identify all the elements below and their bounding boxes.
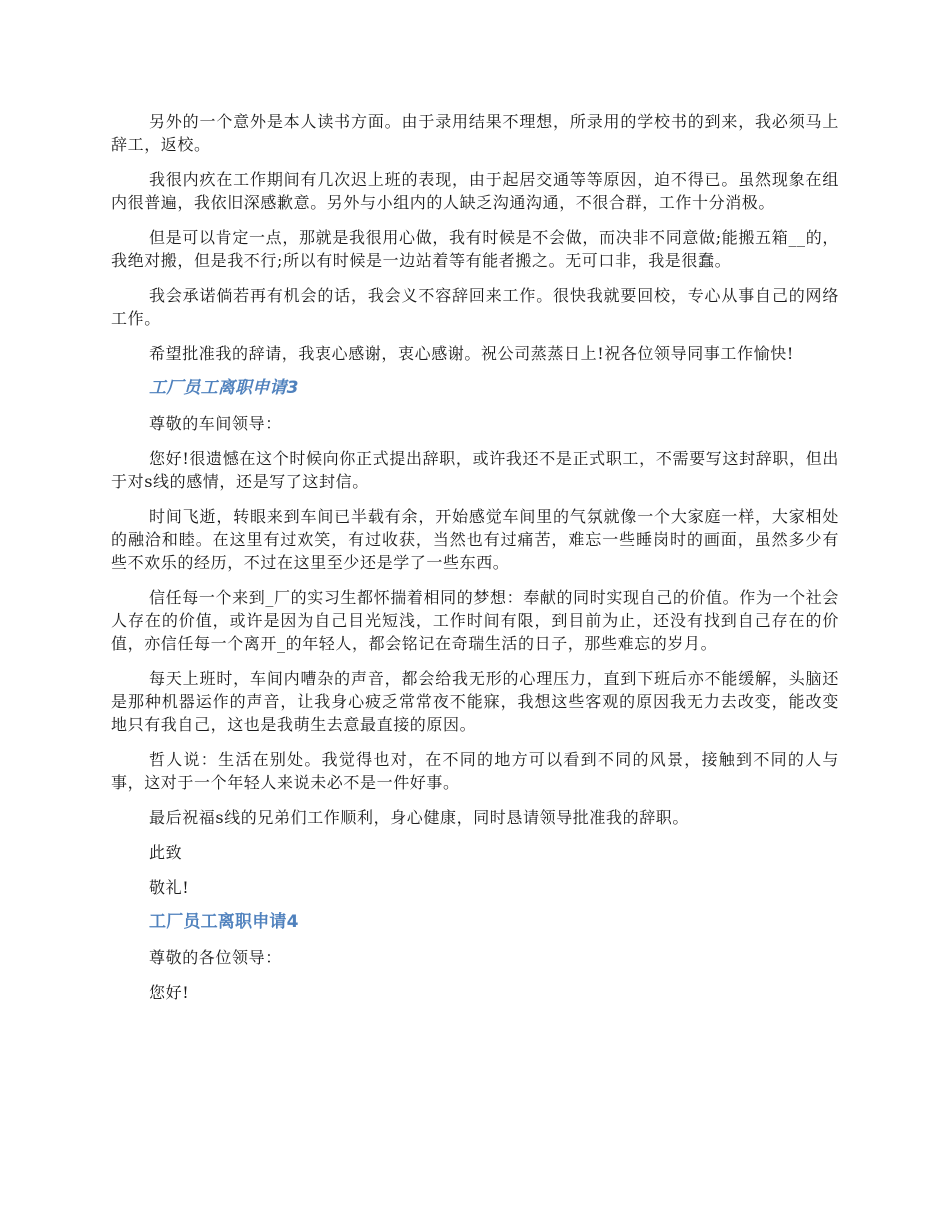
closing-line: 此致 bbox=[149, 843, 183, 862]
salutation: 尊敬的各位领导： bbox=[149, 948, 282, 967]
body-paragraph: 我会承诺倘若再有机会的话，我会义不容辞回来工作。很快我就要回校，专心从事自己的网络工作。 bbox=[111, 286, 839, 328]
greeting: 您好! bbox=[149, 983, 190, 1002]
section-heading-3: 工厂员工离职申请3 bbox=[149, 378, 299, 398]
section-heading-4: 工厂员工离职申请4 bbox=[149, 912, 299, 932]
closing-line: 敬礼! bbox=[149, 878, 190, 897]
salutation: 尊敬的车间领导： bbox=[149, 414, 282, 433]
body-paragraph: 每天上班时，车间内嘈杂的声音，都会给我无形的心理压力，直到下班后亦不能缓解，头脑还是那种机器运作的声音，让我身心疲乏常常夜不能寐，我想这些客观的原因我无力去改变，能改变地只有我自己，这也是我萌生去意最直接的原因。 bbox=[111, 669, 839, 734]
body-paragraph: 另外的一个意外是本人读书方面。由于录用结果不理想，所录用的学校书的到来，我必须马上辞工，返校。 bbox=[111, 112, 839, 154]
body-paragraph: 时间飞逝，转眼来到车间已半载有余，开始感觉车间里的气氛就像一个大家庭一样，大家相处的融洽和睦。在这里有过欢笑，有过收获，当然也有过痛苦，难忘一些睡岗时的画面，虽然多少有些不欢乐的经历，不过在这里至少还是学了一些东西。 bbox=[111, 507, 839, 572]
body-paragraph: 希望批准我的辞请，我衷心感谢，衷心感谢。祝公司蒸蒸日上!祝各位领导同事工作愉快! bbox=[149, 344, 794, 363]
body-paragraph: 但是可以肯定一点，那就是我很用心做，我有时候是不会做，而决非不同意做;能搬五箱__的，我绝对搬，但是我不行;所以有时候是一边站着等有能者搬之。无可口非，我是很蠢。 bbox=[111, 228, 839, 270]
body-paragraph: 我很内疚在工作期间有几次迟上班的表现，由于起居交通等等原因，迫不得已。虽然现象在组内很普遍，我依旧深感歉意。另外与小组内的人缺乏沟通沟通，不很合群，工作十分消极。 bbox=[111, 170, 839, 212]
body-paragraph: 最后祝福s线的兄弟们工作顺利，身心健康，同时恳请领导批准我的辞职。 bbox=[149, 808, 690, 827]
body-paragraph: 信任每一个来到_厂的实习生都怀揣着相同的梦想：奉献的同时实现自己的价值。作为一个社会人存在的价值，或许是因为自己目光短浅，工作时间有限，到目前为止，还没有找到自己存在的价值，亦信任每一个离开_的年轻人，都会铭记在奇瑞生活的日子，那些难忘的岁月。 bbox=[111, 588, 839, 653]
body-paragraph: 哲人说：生活在别处。我觉得也对，在不同的地方可以看到不同的风景，接触到不同的人与事，这对于一个年轻人来说未必不是一件好事。 bbox=[111, 750, 839, 792]
body-paragraph: 您好!很遗憾在这个时候向你正式提出辞职，或许我还不是正式职工，不需要写这封辞职，但出于对s线的感情，还是写了这封信。 bbox=[111, 449, 839, 491]
document-page bbox=[111, 110, 839, 1016]
